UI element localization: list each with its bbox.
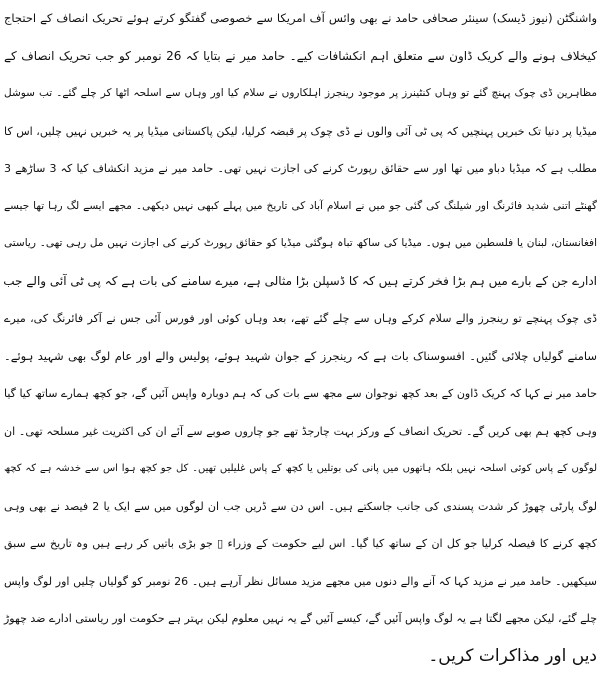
article-line: میڈیا پر دنیا تک خبریں پہنچیں کہ پی ٹی آئی والوں نے ڈی چوک پر قبضہ کرلیا، لیکن پاکستانی میڈیا پر یہ خبریں نہیں چلیں، اس کا <box>4 124 597 138</box>
article-line: سامنے گولیاں چلائی گئیں۔ افسوسناک بات ہے کہ رینجرز کے جوان شہید ہوئے، پولیس والے اور عام لوگ بھی شہید ہوئے۔ <box>4 348 597 363</box>
article-line: دیں اور مذاکرات کریں۔ <box>428 645 597 666</box>
article-line: ڈی چوک پہنچے تو رینجرز والے سلام کرکے وہاں سے چلے گئے تھے، بعد وہاں کوئی اور فورس آئی جس نے آکر فائرنگ کی، میرے <box>4 312 597 325</box>
article-line: حامد میر نے کہا کہ کریک ڈاون کے بعد کچھ نوجوان سے مجھ سے بات کی کہ ہم دوبارہ واپس آئیں گے، جو کچھ ہمارے ساتھ کیا گیا <box>4 387 597 400</box>
article-line: واشنگٹن (نیوز ڈیسک) سینئر صحافی حامد نے بھی وائس آف امریکا سے خصوصی گفتگو کرتے ہوئے تحریک انصاف کے احتجاج <box>4 11 597 25</box>
article-line: کیخلاف ہونے والے کریک ڈاون سے متعلق اہم انکشافات کیے۔ حامد میر نے بتایا کہ 26 نومبر کو جب تحریک انصاف کے <box>4 48 598 63</box>
article-line: کچھ کرنے کا فیصلہ کرلیا جو کل ان کے ساتھ کیا گیا۔ اس لیے حکومت کے وزراء ▯ جو بڑی باتیں کر رہے ہیں وہ تاریخ سے سبق <box>4 537 597 550</box>
article-line: افغانستان، لبنان یا فلسطین میں ہوں۔ میڈیا کی ساکھ تباہ ہوگئی میڈیا کو حقائق رپورٹ کرنے کی اجازت نہیں مل رہی تھی۔ ریاستی <box>4 237 597 249</box>
article-line: چلے گئے، لیکن مجھے لگتا ہے یہ لوگ واپس آئیں گے، کیسے آئیں گے یہ نہیں معلوم لیکن بہتر ہے حکومت اور ریاستی ادارے ضد چھوڑ <box>4 612 597 625</box>
article-line: مظاہرین ڈی چوک پہنچ گئے تو وہاں کنٹینرز پر موجود رینجرز اہلکاروں نے سلام کیا اور وہاں سے اسلحہ اٹھا کر چلے گئے۔ تب سوشل <box>4 87 597 99</box>
article-line: سیکھیں۔ حامد میر نے مزید کہا کہ آنے والے دنوں میں مجھے مزید مسائل نظر آرہے ہیں۔ 26 نومبر کو گولیاں چلیں اور لوگ واپس <box>4 574 597 588</box>
article-line: لوگ پارٹی چھوڑ کر شدت پسندی کی جانب جاسکتے ہیں۔ اس دن سے ڈریں جب ان لوگوں میں سے ایک یا 2 فیصد نے بھی وہی <box>4 499 597 513</box>
article-line: لوگوں کے پاس کوئی اسلحہ نہیں بلکہ ہاتھوں میں پانی کی بوتلیں یا کچھ کے پاس غلیلیں تھیں۔ کل جو کچھ ہوا اس سے خدشہ ہے کہ کچھ <box>4 463 597 474</box>
article-line: مطلب ہے کہ میڈیا دباو میں تھا اور سے حقائق رپورٹ کرنے کی اجازت نہیں تھی۔ حامد میر نے مزید انکشاف کیا کہ 3 ساڑھے 3 <box>4 162 597 175</box>
article-line: گھنٹے اتنی شدید فائرنگ اور شیلنگ کی گئی جو میں نے اسلام آباد کی تاریخ میں پہلے کبھی نہیں دیکھی۔ مجھے ایسے لگ رہا تھا جیسے <box>4 199 597 212</box>
article-line: ادارے جن کے بارے میں ہم بڑا فخر کرتے ہیں کہ کا ڈسپلن بڑا مثالی ہے، میرے سامنے کی بات ہے کہ پی ٹی آئی والے جب <box>3 273 597 288</box>
article-line: وہی کچھ ہم بھی کریں گے۔ تحریک انصاف کے ورکز بہت چارجڈ تھے جو چاروں صوبے سے آئے ان کی اکثریت غیر مسلحہ تھی۔ ان <box>4 424 597 438</box>
